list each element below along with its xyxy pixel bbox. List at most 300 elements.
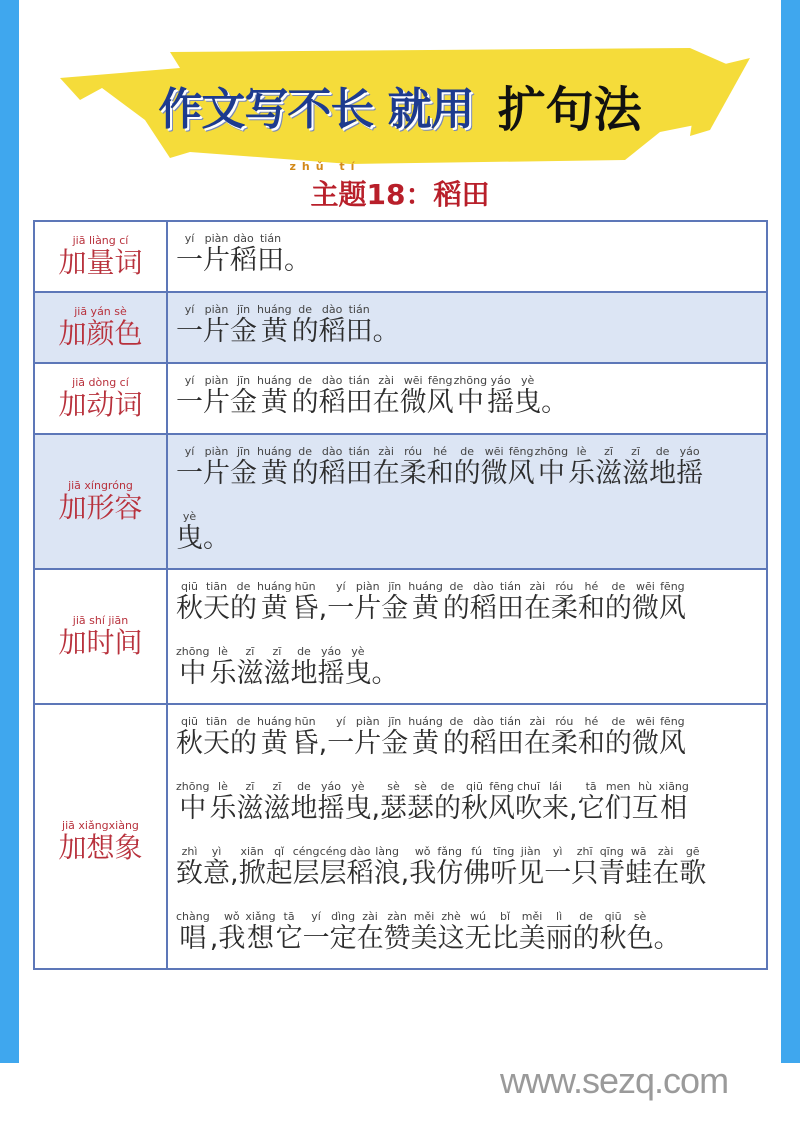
pinyin: fēng [660,715,685,728]
char-with-pinyin [541,374,568,419]
pinyin: xiāng [658,780,689,793]
sentence-cell [167,569,767,704]
sentence-cell [167,221,767,292]
pinyin: zài [378,445,394,458]
pinyin: dìng [331,910,356,923]
label-pinyin: jiā xiǎngxiàng [62,818,139,832]
hanzi: 的 [442,593,470,624]
char-with-pinyin [230,715,257,760]
sentence-line [168,510,766,555]
char-with-pinyin [230,845,239,890]
pinyin: róu [555,580,574,593]
char-with-pinyin [492,910,519,955]
hanzi: 在 [523,593,551,624]
char-with-pinyin [292,715,319,760]
pinyin: qiū [180,715,198,728]
char-with-pinyin [357,910,384,955]
hanzi: 片 [203,458,230,489]
pinyin: jīn [236,303,251,316]
hanzi: 中 [179,658,207,689]
hanzi: 相 [660,793,688,824]
label-text: 加颜色 [58,316,143,350]
hanzi: 微 [631,728,659,759]
char-with-pinyin [659,580,686,625]
pinyin: lái [549,780,562,793]
hanzi: 我 [218,923,246,954]
sentence-cell [167,434,767,569]
pinyin: de [298,445,313,458]
hanzi: 互 [631,793,659,824]
char-with-pinyin [384,910,411,955]
pinyin: wēi [484,445,504,458]
hanzi: 浪 [373,858,401,889]
pinyin: qiū [466,780,484,793]
pinyin: hé [584,580,599,593]
pinyin: lè [576,445,587,458]
label-text: 加形容 [58,490,143,524]
sentence-line [168,910,766,955]
label-pinyin: jiā liàng cí [72,233,129,247]
sentence-line [168,780,766,825]
char-with-pinyin [400,445,427,490]
hanzi: 比 [491,923,519,954]
hanzi: 地 [290,658,318,689]
char-with-pinyin [470,580,497,625]
hanzi: 乐 [209,793,237,824]
pinyin: yì [211,845,222,858]
hanzi: 一 [176,458,203,489]
pinyin: lì [556,910,563,923]
row-label-cell [34,434,167,569]
char-with-pinyin [427,445,454,490]
char-with-pinyin [546,910,573,955]
pinyin: de [579,910,593,923]
char-with-pinyin [230,374,257,419]
char-with-pinyin [408,715,443,760]
label-text: 加想象 [58,830,143,864]
hanzi: , [400,858,410,889]
pinyin: fēng [489,780,514,793]
hanzi: 和 [426,458,454,489]
hanzi: 滋 [263,793,291,824]
char-with-pinyin [317,780,344,825]
char-with-pinyin [373,445,400,490]
pinyin: wǒ [414,845,431,858]
hanzi: 美 [410,923,438,954]
table-row [34,569,767,704]
pinyin: bǐ [500,910,511,923]
char-with-pinyin [203,303,230,348]
char-with-pinyin [676,445,703,490]
hanzi: 片 [203,245,230,276]
topic-subtitle [0,160,800,213]
pinyin: lè [218,780,228,793]
char-with-pinyin [551,580,578,625]
hanzi: 金 [381,728,409,759]
hanzi: 地 [290,793,318,824]
sentence-line [168,232,766,277]
pinyin: tián [259,232,282,245]
label-pinyin: jiā yán sè [74,304,127,318]
char-with-pinyin [257,580,292,625]
hanzi: 风 [488,793,516,824]
char-with-pinyin [176,715,203,760]
pinyin: qiū [180,580,198,593]
hanzi: 一 [544,858,572,889]
hanzi: 柔 [550,593,578,624]
char-with-pinyin [245,910,275,955]
pinyin: de [460,445,475,458]
hanzi: 风 [507,458,535,489]
pinyin: dào [473,715,494,728]
hanzi: 想 [246,923,274,954]
char-with-pinyin [319,580,328,625]
hanzi: 在 [523,728,551,759]
char-with-pinyin [461,780,488,825]
pinyin: xiān [240,845,264,858]
hanzi: 美 [518,923,546,954]
char-with-pinyin [578,780,605,825]
hanzi: 的 [291,316,319,347]
hanzi: 稻 [346,858,374,889]
pinyin: tián [348,374,370,387]
hanzi: 的 [434,793,462,824]
label-text: 加时间 [58,625,143,659]
hanzi: 我 [409,858,437,889]
char-with-pinyin [319,374,346,419]
char-with-pinyin [515,780,542,825]
row-label-cell [34,569,167,704]
pinyin: zī [272,780,282,793]
char-with-pinyin [230,580,257,625]
pinyin: sè [414,780,427,793]
char-with-pinyin [317,645,344,690]
char-with-pinyin [409,845,436,890]
char-with-pinyin [632,715,659,760]
hanzi: 黄 [260,458,288,489]
row-label-cell [34,363,167,434]
char-with-pinyin [371,780,380,825]
table-row [34,292,767,363]
pinyin: de [611,580,626,593]
pinyin: yí [184,303,195,316]
hanzi: 乐 [568,458,596,489]
hanzi: 。 [371,658,399,689]
char-with-pinyin [598,845,625,890]
hanzi: 一 [176,387,203,418]
pinyin: de [298,303,313,316]
char-with-pinyin [578,715,605,760]
pinyin: dào [349,845,371,858]
pinyin: de [440,780,455,793]
pinyin: tā [585,780,597,793]
hanzi: 层 [292,858,320,889]
hanzi: 金 [381,593,409,624]
pinyin: tiān [205,715,228,728]
pinyin: wú [470,910,487,923]
char-with-pinyin [470,715,497,760]
char-with-pinyin [487,374,514,419]
hanzi: 起 [265,858,293,889]
pinyin: de [236,715,251,728]
char-with-pinyin [454,445,481,490]
sentence-cell [167,292,767,363]
hanzi: 黄 [260,387,288,418]
pinyin: yè [182,510,197,523]
pinyin: de [236,580,251,593]
pinyin: dào [473,580,494,593]
pinyin: jīn [388,715,402,728]
hanzi: 在 [372,458,400,489]
hanzi: 滋 [595,458,623,489]
char-with-pinyin [627,910,654,955]
hanzi: 和 [577,728,605,759]
pinyin: zài [529,715,546,728]
pinyin: huáng [257,374,292,387]
pinyin: de [298,374,313,387]
hanzi: 的 [442,728,470,759]
hanzi: 在 [652,858,680,889]
char-with-pinyin [354,715,381,760]
char-with-pinyin [230,445,257,490]
char-with-pinyin [210,910,219,955]
hanzi: 黄 [260,316,288,347]
hanzi: 滋 [236,658,264,689]
hanzi: 的 [291,387,319,418]
hanzi: 片 [203,387,230,418]
char-with-pinyin [654,910,681,955]
hanzi: 瑟 [407,793,435,824]
pinyin: tián [348,303,370,316]
char-with-pinyin [319,715,328,760]
char-with-pinyin [209,645,236,690]
hanzi: 微 [631,593,659,624]
hanzi: 佛 [463,858,491,889]
hanzi: 摇 [487,387,515,418]
char-with-pinyin [427,374,454,419]
hanzi: 黄 [260,728,288,759]
hanzi: 摇 [317,793,345,824]
char-with-pinyin [381,580,408,625]
hanzi: 风 [426,387,454,418]
char-with-pinyin [203,580,230,625]
pinyin: dào [321,374,343,387]
subtitle-pinyin: zhǔ tí [289,160,361,173]
hanzi: 黄 [412,593,440,624]
char-with-pinyin [600,910,627,955]
pinyin: yáo [490,374,511,387]
title-blue-text: 作文写不长 就用 [158,84,474,135]
hanzi: 们 [604,793,632,824]
hanzi: 意 [203,858,230,889]
pinyin: piàn [204,232,229,245]
pinyin: qǐ [274,845,285,858]
char-with-pinyin [679,845,706,890]
char-with-pinyin [605,715,632,760]
hanzi: 黄 [412,728,440,759]
hanzi: 唱 [179,923,207,954]
hanzi: 柔 [550,728,578,759]
hanzi: 瑟 [380,793,408,824]
pinyin: róu [404,445,423,458]
hanzi: 它 [577,793,605,824]
char-with-pinyin [346,303,373,348]
char-with-pinyin [176,845,203,890]
char-with-pinyin [632,780,659,825]
pinyin: tián [499,715,521,728]
pinyin: zhī [576,845,593,858]
hanzi: 风 [658,593,686,624]
pinyin: men [605,780,631,793]
char-with-pinyin [293,845,320,890]
pinyin: yí [311,910,321,923]
pinyin: dào [321,445,343,458]
char-with-pinyin [176,303,203,348]
hanzi: 天 [203,728,230,759]
pinyin: lè [218,645,228,658]
pinyin: jīn [236,374,251,387]
pinyin: sè [387,780,400,793]
pinyin: zhì [181,845,198,858]
hanzi: 的 [572,923,600,954]
hanzi: 一 [302,923,330,954]
hanzi: 稻 [469,593,497,624]
pinyin: wēi [403,374,423,387]
char-with-pinyin [497,715,524,760]
hanzi: 田 [345,387,373,418]
pinyin: róu [555,715,574,728]
pinyin: piàn [204,303,229,316]
hanzi: 稻 [318,316,346,347]
title-black-text: 扩句法 [497,81,642,138]
char-with-pinyin [371,645,398,690]
hanzi: , [569,793,578,824]
hanzi: 片 [354,593,382,624]
char-with-pinyin [622,445,649,490]
hanzi: 昏 [291,728,319,759]
hanzi: 片 [354,728,382,759]
char-with-pinyin [519,910,546,955]
char-with-pinyin [176,580,203,625]
char-with-pinyin [257,715,292,760]
char-with-pinyin [290,780,317,825]
hanzi: 色 [626,923,654,954]
pinyin: céng [292,845,320,858]
hanzi: , [371,793,381,824]
pinyin: zhè [441,910,461,923]
pinyin: zài [362,910,378,923]
char-with-pinyin [438,910,465,955]
char-with-pinyin [320,845,347,890]
char-with-pinyin [490,845,517,890]
hanzi: 曳 [514,387,542,418]
char-with-pinyin [292,374,319,419]
char-with-pinyin [354,580,381,625]
pinyin: huáng [257,580,292,593]
hanzi: 的 [230,593,257,624]
hanzi: 中 [179,793,207,824]
char-with-pinyin [508,445,535,490]
char-with-pinyin [524,715,551,760]
hanzi: 无 [464,923,492,954]
hanzi: 柔 [399,458,427,489]
hanzi: 一 [176,245,203,276]
pinyin: fēng [427,374,453,387]
sentence-line [168,580,766,625]
row-label-cell [34,221,167,292]
pinyin: huáng [408,580,443,593]
char-with-pinyin [292,303,319,348]
hanzi: 青 [598,858,626,889]
table-row [34,221,767,292]
char-with-pinyin [551,715,578,760]
hanzi: 掀 [238,858,266,889]
char-with-pinyin [578,580,605,625]
hanzi: 。 [203,523,230,554]
pinyin: wā [630,845,647,858]
char-with-pinyin [276,910,303,955]
hanzi: 秋 [176,728,203,759]
char-with-pinyin [380,780,407,825]
char-with-pinyin [203,374,230,419]
char-with-pinyin [381,715,408,760]
pinyin: yì [552,845,563,858]
char-with-pinyin [443,715,470,760]
pinyin: hé [433,445,448,458]
pinyin: hé [584,715,599,728]
pinyin: piàn [355,715,380,728]
hanzi: 的 [453,458,481,489]
char-with-pinyin [605,780,632,825]
hanzi: 层 [319,858,347,889]
char-with-pinyin [284,232,311,277]
pinyin: zī [631,445,640,458]
pinyin: zàn [387,910,407,923]
pinyin: qiū [604,910,622,923]
hanzi: 田 [345,458,373,489]
char-with-pinyin [407,780,434,825]
pinyin: chuī [517,780,541,793]
pinyin: yáo [320,780,341,793]
char-with-pinyin [535,445,568,490]
char-with-pinyin [481,445,508,490]
hanzi: 它 [275,923,303,954]
pinyin: zhōng [534,445,569,458]
char-with-pinyin [203,510,230,555]
char-with-pinyin [542,780,569,825]
char-with-pinyin [544,845,571,890]
hanzi: 秋 [461,793,489,824]
char-with-pinyin [263,645,290,690]
table-row [34,434,767,569]
char-with-pinyin [344,645,371,690]
char-with-pinyin [176,232,203,277]
hanzi: 的 [291,458,319,489]
char-with-pinyin [230,232,257,277]
hanzi: 见 [517,858,545,889]
pinyin: yè [351,780,365,793]
char-with-pinyin [411,910,438,955]
label-pinyin: jiā dòng cí [72,375,129,389]
pinyin: fēng [660,580,685,593]
pinyin: huáng [408,715,443,728]
hanzi: 摇 [317,658,345,689]
pinyin: zhōng [453,374,488,387]
pinyin: wēi [635,715,655,728]
pinyin: zài [529,580,546,593]
pinyin: měi [521,910,543,923]
pinyin: tiān [205,580,228,593]
